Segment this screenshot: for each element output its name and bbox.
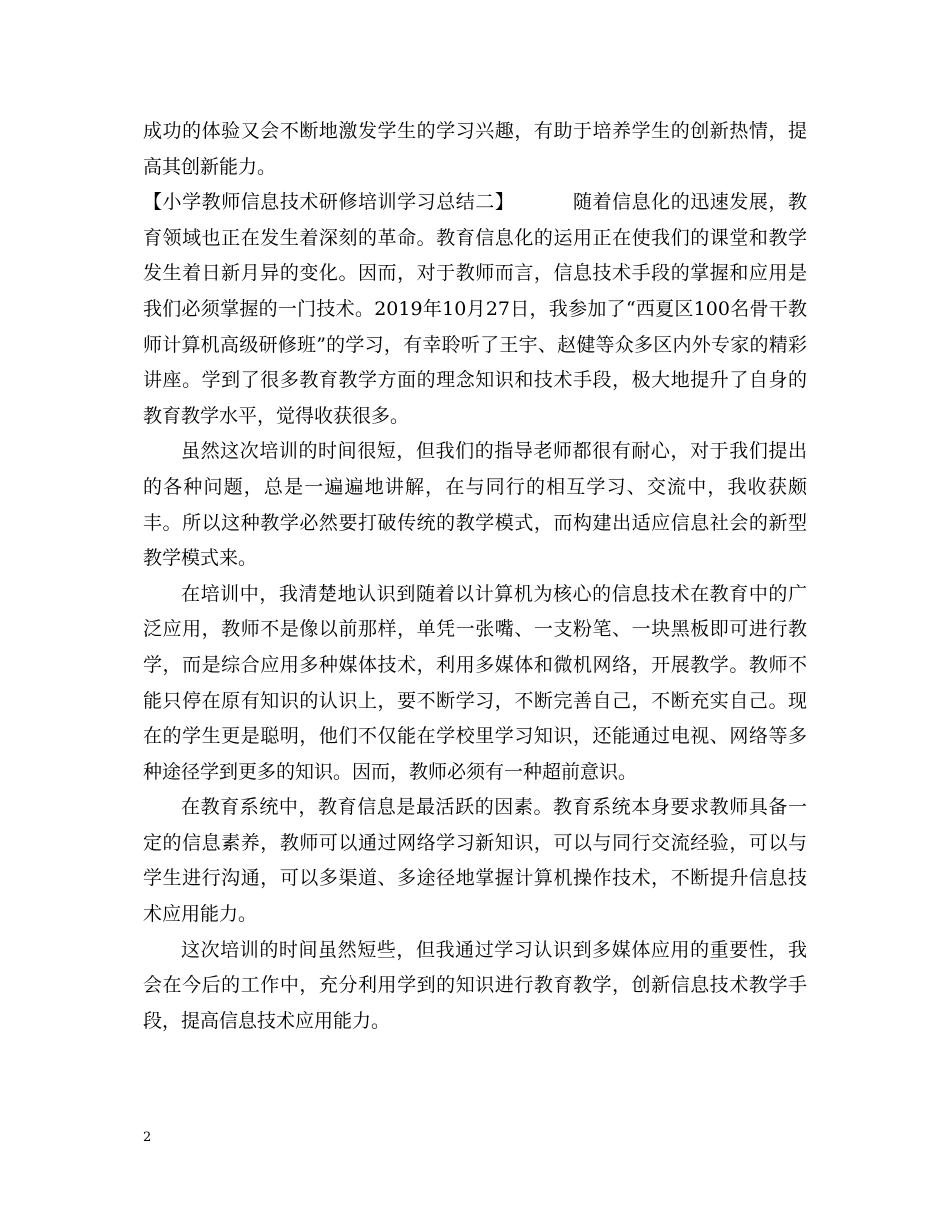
paragraph: 虽然这次培训的时间很短，但我们的指导老师都很有耐心，对于我们提出的各种问题，总是一遍遍地讲解，在与同行的相互学习、交流中，我收获颇丰。所以这种教学必然要打破传统的教学模式，而构建出适应信息社会的新型教学模式来。	[143, 440, 807, 570]
page-number: 2	[143, 1130, 152, 1145]
section-heading: 【小学教师信息技术研修培训学习总结二】	[143, 191, 515, 214]
paragraph-continuation: 成功的体验又会不断地激发学生的学习兴趣，有助于培养学生的创新热情，提高其创新能力。	[143, 120, 807, 178]
document-body	[143, 114, 807, 1039]
paragraph-text: 随着信息化的迅速发展，教育领域也正在发生着深刻的革命。教育信息化的运用正在使我们的课堂和教学发生着日新月异的变化。因而，对于教师而言，信息技术手段的掌握和应用是我们必须掌握的一门技术。2019年10月27日，我参加了“西夏区100名骨干教师计算机高级研修班”的学习，有幸聆听了王宇、赵健等众多区内外专家的精彩讲座。学到了很多教育教学方面的理念知识和技术手段，极大地提升了自身的教育教学水平，觉得收获很多。	[143, 191, 807, 427]
paragraph: 在教育系统中，教育信息是最活跃的因素。教育系统本身要求教师具备一定的信息素养，教师可以通过网络学习新知识，可以与同行交流经验，可以与学生进行沟通，可以多渠道、多途径地掌握计算机操作技术，不断提升信息技术应用能力。	[143, 796, 807, 926]
paragraph: 在培训中，我清楚地认识到随着以计算机为核心的信息技术在教育中的广泛应用，教师不是像以前那样，单凭一张嘴、一支粉笔、一块黑板即可进行教学，而是综合应用多种媒体技术，利用多媒体和微机网络，开展教学。教师不能只停在原有知识的认识上，要不断学习，不断完善自己，不断充实自己。现在的学生更是聪明，他们不仅能在学校里学习知识，还能通过电视、网络等多种途径学到更多的知识。因而，教师必须有一种超前意识。	[143, 582, 807, 783]
paragraph: 这次培训的时间虽然短些，但我通过学习认识到多媒体应用的重要性，我会在今后的工作中，充分利用学到的知识进行教育教学，创新信息技术教学手段，提高信息技术应用能力。	[143, 938, 807, 1032]
paragraph-summary-two	[143, 185, 807, 434]
